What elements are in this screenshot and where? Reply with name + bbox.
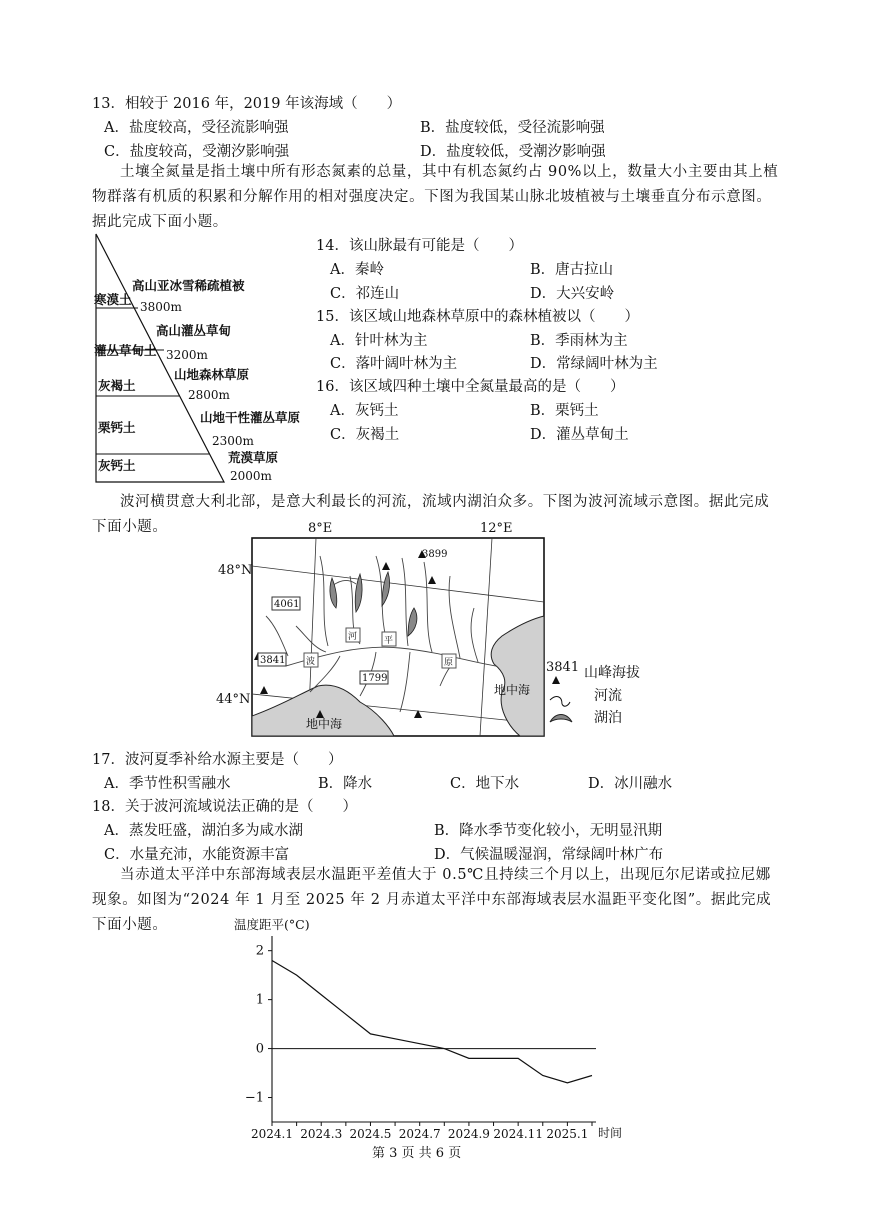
vegetation-label-2: 高山灌丛草甸 <box>156 323 232 338</box>
q18-option-c: C．水量充沛，水能资源丰富 <box>104 847 290 863</box>
soil-label-1: 寒漠土 <box>94 292 132 307</box>
x-tick-label: 2024.9 <box>447 1127 490 1141</box>
x-tick-label: 2024.7 <box>398 1127 441 1141</box>
sea-label-east: 地中海 <box>494 683 531 697</box>
soil-label-3: 灰褐土 <box>98 378 136 393</box>
elevation-label-1: 3800m <box>140 300 182 314</box>
lon-label-12e: 12°E <box>480 521 513 536</box>
enso-intro-text: 当赤道太平洋中东部海域表层水温距平差值大于 0.5℃且持续三个月以上，出现厄尔尼诺或拉尼娜现象。如图为“2024 年 1 月至 2025 年 2 月赤道太平洋中东部海域表层水温距平变化图”。据此完成下面小题。 <box>92 867 772 933</box>
elevation-label-4: 2300m <box>212 434 254 448</box>
legend-peak-icon <box>552 676 560 684</box>
elevation-label-2: 3200m <box>166 348 208 362</box>
y-tick-label: 1 <box>255 992 264 1008</box>
q18-stem: 18．关于波河流域说法正确的是（ ） <box>92 799 357 815</box>
q13-option-b: B．盐度较低，受径流影响强 <box>420 120 605 136</box>
x-tick-label: 2024.1 <box>251 1127 293 1141</box>
y-tick-label: 2 <box>255 943 264 959</box>
vegetation-label-1: 高山亚冰雪稀疏植被 <box>132 278 245 293</box>
river-char-4: 原 <box>444 658 454 668</box>
legend-lake-icon <box>550 715 572 723</box>
vegetation-label-3: 山地森林草原 <box>174 367 250 382</box>
legend-peak-label: 山峰海拔 <box>584 665 640 681</box>
sea-label-west: 地中海 <box>306 717 343 731</box>
soil-label-2: 灌丛草甸土 <box>94 343 157 358</box>
lat-label-48n: 48°N <box>218 563 253 578</box>
q15-option-b: B．季雨林为主 <box>530 333 628 349</box>
q16-option-d: D．灌丛草甸土 <box>530 427 629 443</box>
q14-option-b: B．唐古拉山 <box>530 262 614 278</box>
q18-option-b: B．降水季节变化较小，无明显汛期 <box>434 823 663 839</box>
legend-peak-value: 3841 <box>546 660 580 675</box>
page-footer: 第 3 页 共 6 页 <box>372 1146 462 1161</box>
series-line <box>272 960 592 1082</box>
soil-label-4: 栗钙土 <box>98 420 136 435</box>
q17-option-b: B．降水 <box>318 776 373 792</box>
q14-option-d: D．大兴安岭 <box>530 286 615 302</box>
chart-xlabel: 时间 <box>598 1126 623 1140</box>
q13-option-a: A．盐度较高，受径流影响强 <box>104 120 289 136</box>
q16-stem: 16．该区域四种土壤中全氮量最高的是（ ） <box>316 379 625 395</box>
legend-river-label: 河流 <box>594 688 622 704</box>
y-tick-label: −1 <box>244 1090 264 1106</box>
x-tick-label: 2024.5 <box>349 1127 392 1141</box>
q18-option-d: D．气候温暖湿润，常绿阔叶林广布 <box>434 847 664 863</box>
q17-option-c: C．地下水 <box>450 776 520 792</box>
lat-label-44n: 44°N <box>216 692 251 707</box>
river-char-1: 波 <box>306 657 316 667</box>
y-tick-label: 0 <box>255 1041 264 1057</box>
peak-label-1799: 1799 <box>362 673 388 684</box>
map-legend <box>546 660 640 726</box>
q15-stem: 15．该区域山地森林草原中的森林植被以（ ） <box>316 309 639 325</box>
q13-option-d: D．盐度较低，受潮汐影响强 <box>420 144 606 160</box>
peak-label-3899: 3899 <box>422 549 448 560</box>
q18-option-a: A．蒸发旺盛，湖泊多为咸水湖 <box>104 823 303 839</box>
q17-stem: 17．波河夏季补给水源主要是（ ） <box>92 752 343 768</box>
x-tick-label: 2024.11 <box>493 1127 543 1141</box>
mountain-vegetation-soil-diagram <box>90 232 310 484</box>
po-intro-text: 波河横贯意大利北部，是意大利最长的河流，流域内湖泊众多。下图为波河流域示意图。据此完成下面小题。 <box>92 494 770 535</box>
soil-intro-text: 土壤全氮量是指土壤中所有形态氮素的总量，其中有机态氮约占 90%以上，数量大小主要由其上植物群落有机质的积累和分解作用的相对强度决定。下图为我国某山脉北坡植被与土壤垂直分布示意图。据此完成下面小题。 <box>92 164 779 230</box>
q13-option-c: C．盐度较高，受潮汐影响强 <box>104 144 290 160</box>
chart-ylabel: 温度距平(°C) <box>234 917 310 932</box>
q16-option-a: A．灰钙土 <box>330 403 399 419</box>
q13-stem: 13．相较于 2016 年，2019 年该海域（ ） <box>92 96 402 112</box>
soil-intro-paragraph <box>92 160 782 235</box>
q16-option-b: B．栗钙土 <box>530 403 599 419</box>
q16-option-c: C．灰褐土 <box>330 427 400 443</box>
sst-anomaly-chart <box>230 912 650 1146</box>
po-basin-map <box>210 516 690 742</box>
x-tick-label: 2024.3 <box>300 1127 343 1141</box>
q15-option-a: A．针叶林为主 <box>330 333 428 349</box>
peak-label-3841: 3841 <box>260 655 286 666</box>
river-char-2: 河 <box>348 632 358 642</box>
x-tick-label: 2025.1 <box>546 1127 589 1141</box>
q14-option-c: C．祁连山 <box>330 286 400 302</box>
legend-river-icon <box>550 697 570 707</box>
q15-option-d: D．常绿阔叶林为主 <box>530 356 658 372</box>
elevation-label-3: 2800m <box>188 388 230 402</box>
peak-label-4061: 4061 <box>274 599 300 610</box>
vegetation-label-4: 山地干性灌丛草原 <box>200 410 301 425</box>
elevation-label-5: 2000m <box>230 469 272 483</box>
lon-label-8e: 8°E <box>308 521 333 536</box>
legend-lake-label: 湖泊 <box>594 710 622 726</box>
q15-option-c: C．落叶阔叶林为主 <box>330 356 458 372</box>
q17-option-d: D．冰川融水 <box>588 776 673 792</box>
q14-option-a: A．秦岭 <box>330 262 384 278</box>
q14-stem: 14．该山脉最有可能是（ ） <box>316 238 523 254</box>
river-char-3: 平 <box>384 636 394 646</box>
soil-label-5: 灰钙土 <box>98 458 136 473</box>
vegetation-label-5: 荒漠草原 <box>228 450 279 465</box>
q17-option-a: A．季节性积雪融水 <box>104 776 231 792</box>
